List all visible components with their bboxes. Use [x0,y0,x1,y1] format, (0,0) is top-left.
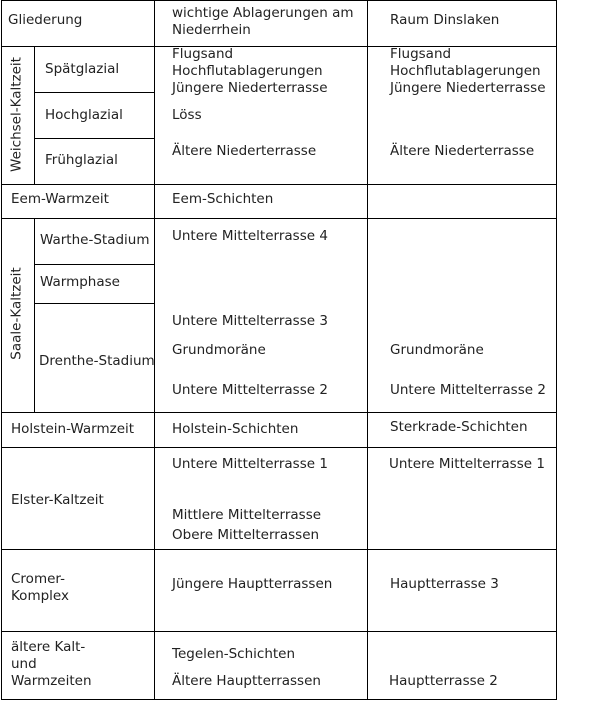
fruehglazial-dinslaken: Ältere Niederterrasse [390,143,535,159]
table-border-top [1,0,557,1]
holstein-dinslaken: Sterkrade-Schichten [390,419,528,435]
aeltere-zeiten-label: ältere Kalt- und Warmzeiten [11,639,92,689]
column-divider [367,0,368,700]
row-divider [1,447,557,448]
column-divider [154,0,155,700]
row-divider [34,303,154,304]
table-border-bottom [1,699,557,700]
saale-kaltzeit-label: Saale-Kaltzeit [8,267,25,360]
hochglazial-ablagerungen: Löss [172,107,202,123]
drenthe-dinslaken: Untere Mittelterrasse 2 [390,382,546,398]
spaetglazial-dinslaken: Flugsand Hochflutablagerungen Jüngere Niederterrasse [390,46,546,96]
fruehglazial-ablagerungen: Ältere Niederterrasse [172,143,317,159]
drenthe-ablagerung: Untere Mittelterrasse 3 [172,313,328,329]
header-gliederung: Gliederung [8,12,83,28]
cromer-dinslaken: Hauptterrasse 3 [390,576,499,592]
header-ablagerungen: wichtige Ablagerungen am Niederrhein [172,5,354,38]
elster-kaltzeit-label: Elster-Kaltzeit [11,492,104,508]
fruehglazial-label: Frühglazial [45,152,118,168]
row-divider [34,264,154,265]
row-divider [1,412,557,413]
drenthe-ablagerung: Untere Mittelterrasse 2 [172,382,328,398]
table-border-left [1,0,2,700]
row-divider [1,549,557,550]
aeltere-ablagerungen-2: Ältere Hauptterrassen [172,673,321,689]
table-border-right [556,0,557,700]
hochglazial-label: Hochglazial [45,107,123,123]
row-divider [1,631,557,632]
eem-warmzeit-label: Eem-Warmzeit [11,191,109,207]
eem-ablagerungen: Eem-Schichten [172,191,274,207]
elster-ablagerungen-1: Untere Mittelterrasse 1 [172,456,328,472]
row-divider [34,92,154,93]
warmphase-label: Warmphase [40,274,120,290]
cromer-komplex-label: Cromer- Komplex [11,571,69,604]
row-divider [1,218,557,219]
row-divider [34,138,154,139]
warthe-stadium-label: Warthe-Stadium [40,232,150,248]
elster-dinslaken: Untere Mittelterrasse 1 [389,456,545,472]
drenthe-stadium-label: Drenthe-Stadium [39,353,155,369]
holstein-warmzeit-label: Holstein-Warmzeit [11,421,135,437]
header-dinslaken: Raum Dinslaken [390,12,500,28]
spaetglazial-ablagerungen: Flugsand Hochflutablagerungen Jüngere Niederterrasse [172,46,328,96]
row-divider [1,184,557,185]
column-divider [34,46,35,184]
holstein-ablagerungen: Holstein-Schichten [172,421,299,437]
aeltere-ablagerungen-1: Tegelen-Schichten [172,646,296,662]
warthe-ablagerungen: Untere Mittelterrasse 4 [172,228,328,244]
aeltere-dinslaken: Hauptterrasse 2 [389,673,498,689]
cromer-ablagerungen: Jüngere Hauptterrassen [172,576,333,592]
drenthe-dinslaken: Grundmoräne [390,342,484,358]
elster-ablagerungen-2: Mittlere Mittelterrasse Obere Mittelterrassen [172,507,322,543]
drenthe-ablagerung: Grundmoräne [172,342,266,358]
weichsel-kaltzeit-label: Weichsel-Kaltzeit [8,57,25,172]
column-divider [34,218,35,412]
spaetglazial-label: Spätglazial [45,61,120,77]
